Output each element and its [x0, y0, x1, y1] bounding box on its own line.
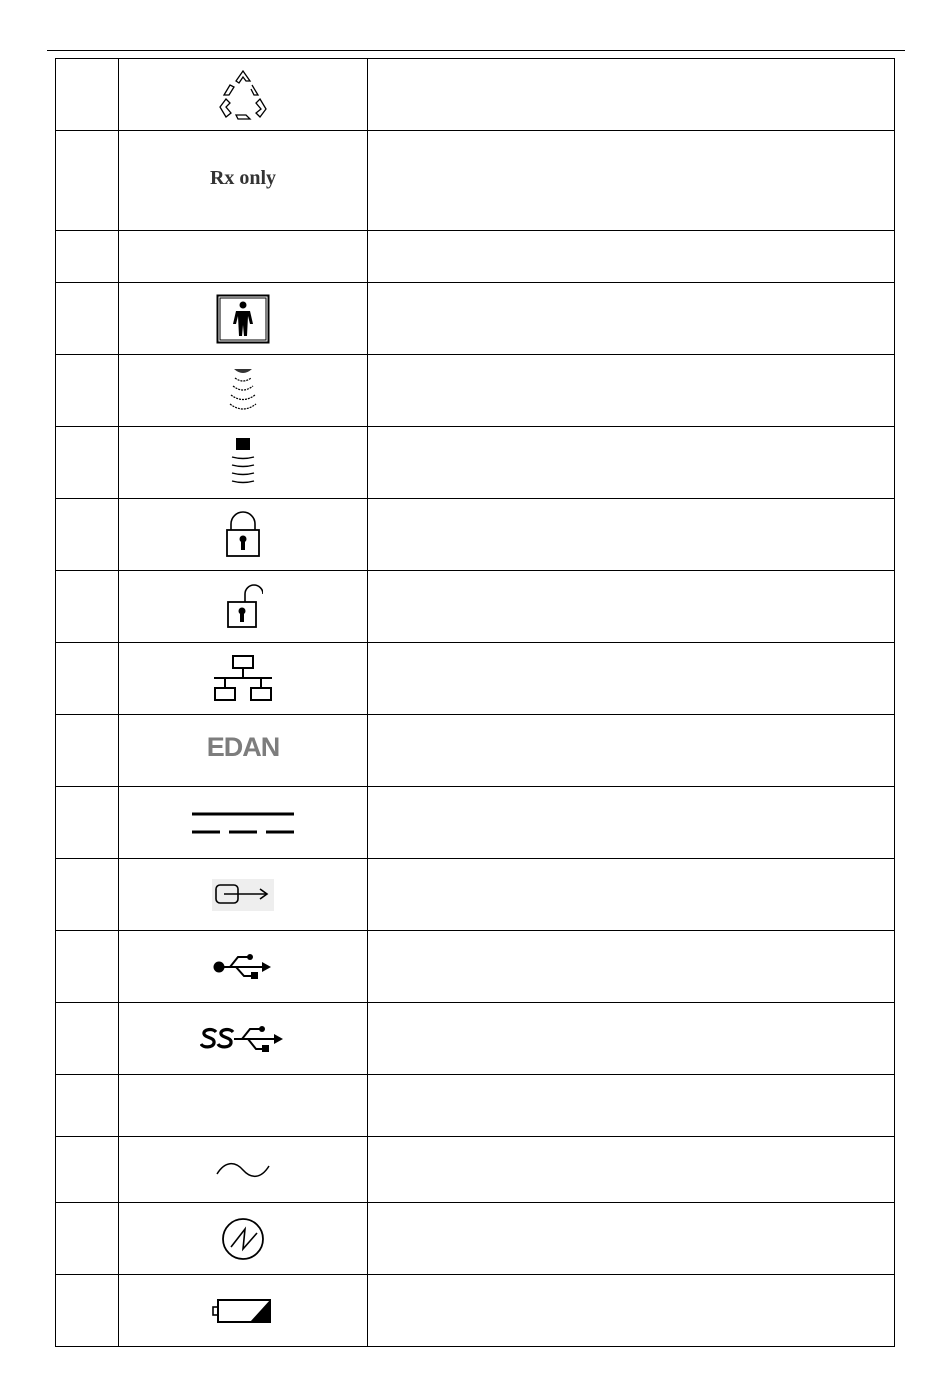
description-cell: [368, 1137, 895, 1203]
description-cell: [368, 859, 895, 931]
unlock-icon: [119, 582, 367, 632]
battery-icon: [119, 1297, 367, 1325]
lock-icon: [119, 510, 367, 560]
table-row: [56, 1137, 895, 1203]
row-number: [56, 931, 119, 1003]
description-cell: [368, 931, 895, 1003]
row-number: [56, 787, 119, 859]
description-cell: [368, 643, 895, 715]
description-cell: [368, 1203, 895, 1275]
description-cell: [368, 283, 895, 355]
usb-superspeed-icon: [119, 1021, 367, 1057]
symbol-cell: [119, 571, 368, 643]
table-row: [56, 571, 895, 643]
symbol-cell: [119, 499, 368, 571]
table-row: [56, 283, 895, 355]
row-number: [56, 1075, 119, 1137]
symbol-table: [55, 58, 895, 1347]
table-row: [56, 1275, 895, 1347]
symbol-cell: [119, 427, 368, 499]
convex-probe-icon: [119, 366, 367, 416]
type-b-applied-part-icon: [119, 294, 367, 344]
symbol-cell: [119, 355, 368, 427]
description-cell: [368, 1275, 895, 1347]
symbol-cell: [119, 59, 368, 131]
symbol-cell: [119, 131, 368, 231]
table-row: [56, 787, 895, 859]
video-output-icon: [119, 879, 367, 911]
row-number: [56, 859, 119, 931]
symbol-cell: [119, 1275, 368, 1347]
row-number: [56, 283, 119, 355]
table-row: [56, 499, 895, 571]
table-row: [56, 427, 895, 499]
description-cell: [368, 427, 895, 499]
table-row: [56, 715, 895, 787]
table-row: [56, 59, 895, 131]
description-cell: [368, 131, 895, 231]
row-number: [56, 1275, 119, 1347]
row-number: [56, 715, 119, 787]
row-number: [56, 59, 119, 131]
table-row: [56, 355, 895, 427]
linear-probe-icon: [119, 436, 367, 490]
table-row: [56, 643, 895, 715]
row-number: [56, 499, 119, 571]
row-number: [56, 643, 119, 715]
alternating-current-icon: [119, 1159, 367, 1181]
description-cell: [368, 59, 895, 131]
symbol-cell: [119, 715, 368, 787]
row-number: [56, 1203, 119, 1275]
description-cell: [368, 715, 895, 787]
table-row: [56, 1003, 895, 1075]
edan-logo: EDAN: [206, 732, 280, 762]
header-rule: [47, 50, 905, 51]
description-cell: [368, 1075, 895, 1137]
table-row: [56, 131, 895, 231]
usb-icon: [119, 951, 367, 983]
row-number: [56, 231, 119, 283]
symbol-cell: [119, 643, 368, 715]
table-row: [56, 1075, 895, 1137]
table-row: [56, 1203, 895, 1275]
table-row: [56, 231, 895, 283]
symbol-cell: [119, 1075, 368, 1137]
row-number: [56, 571, 119, 643]
equipotential-power-icon: [119, 1215, 367, 1263]
symbol-cell: [119, 231, 368, 283]
symbol-cell: [119, 931, 368, 1003]
description-cell: [368, 499, 895, 571]
rx-only-label: Rx only: [209, 167, 277, 189]
description-cell: [368, 355, 895, 427]
row-number: [56, 1003, 119, 1075]
description-cell: [368, 787, 895, 859]
table-row: [56, 931, 895, 1003]
symbol-cell: [119, 283, 368, 355]
table-row: [56, 859, 895, 931]
recycle-icon: [119, 69, 367, 121]
row-number: [56, 355, 119, 427]
symbol-cell: [119, 1137, 368, 1203]
symbol-cell: [119, 1003, 368, 1075]
symbol-cell: [119, 787, 368, 859]
direct-current-icon: [119, 809, 367, 837]
description-cell: [368, 231, 895, 283]
row-number: [56, 131, 119, 231]
row-number: [56, 1137, 119, 1203]
symbol-cell: [119, 1203, 368, 1275]
symbol-cell: [119, 859, 368, 931]
description-cell: [368, 1003, 895, 1075]
description-cell: [368, 571, 895, 643]
network-icon: [119, 653, 367, 705]
row-number: [56, 427, 119, 499]
